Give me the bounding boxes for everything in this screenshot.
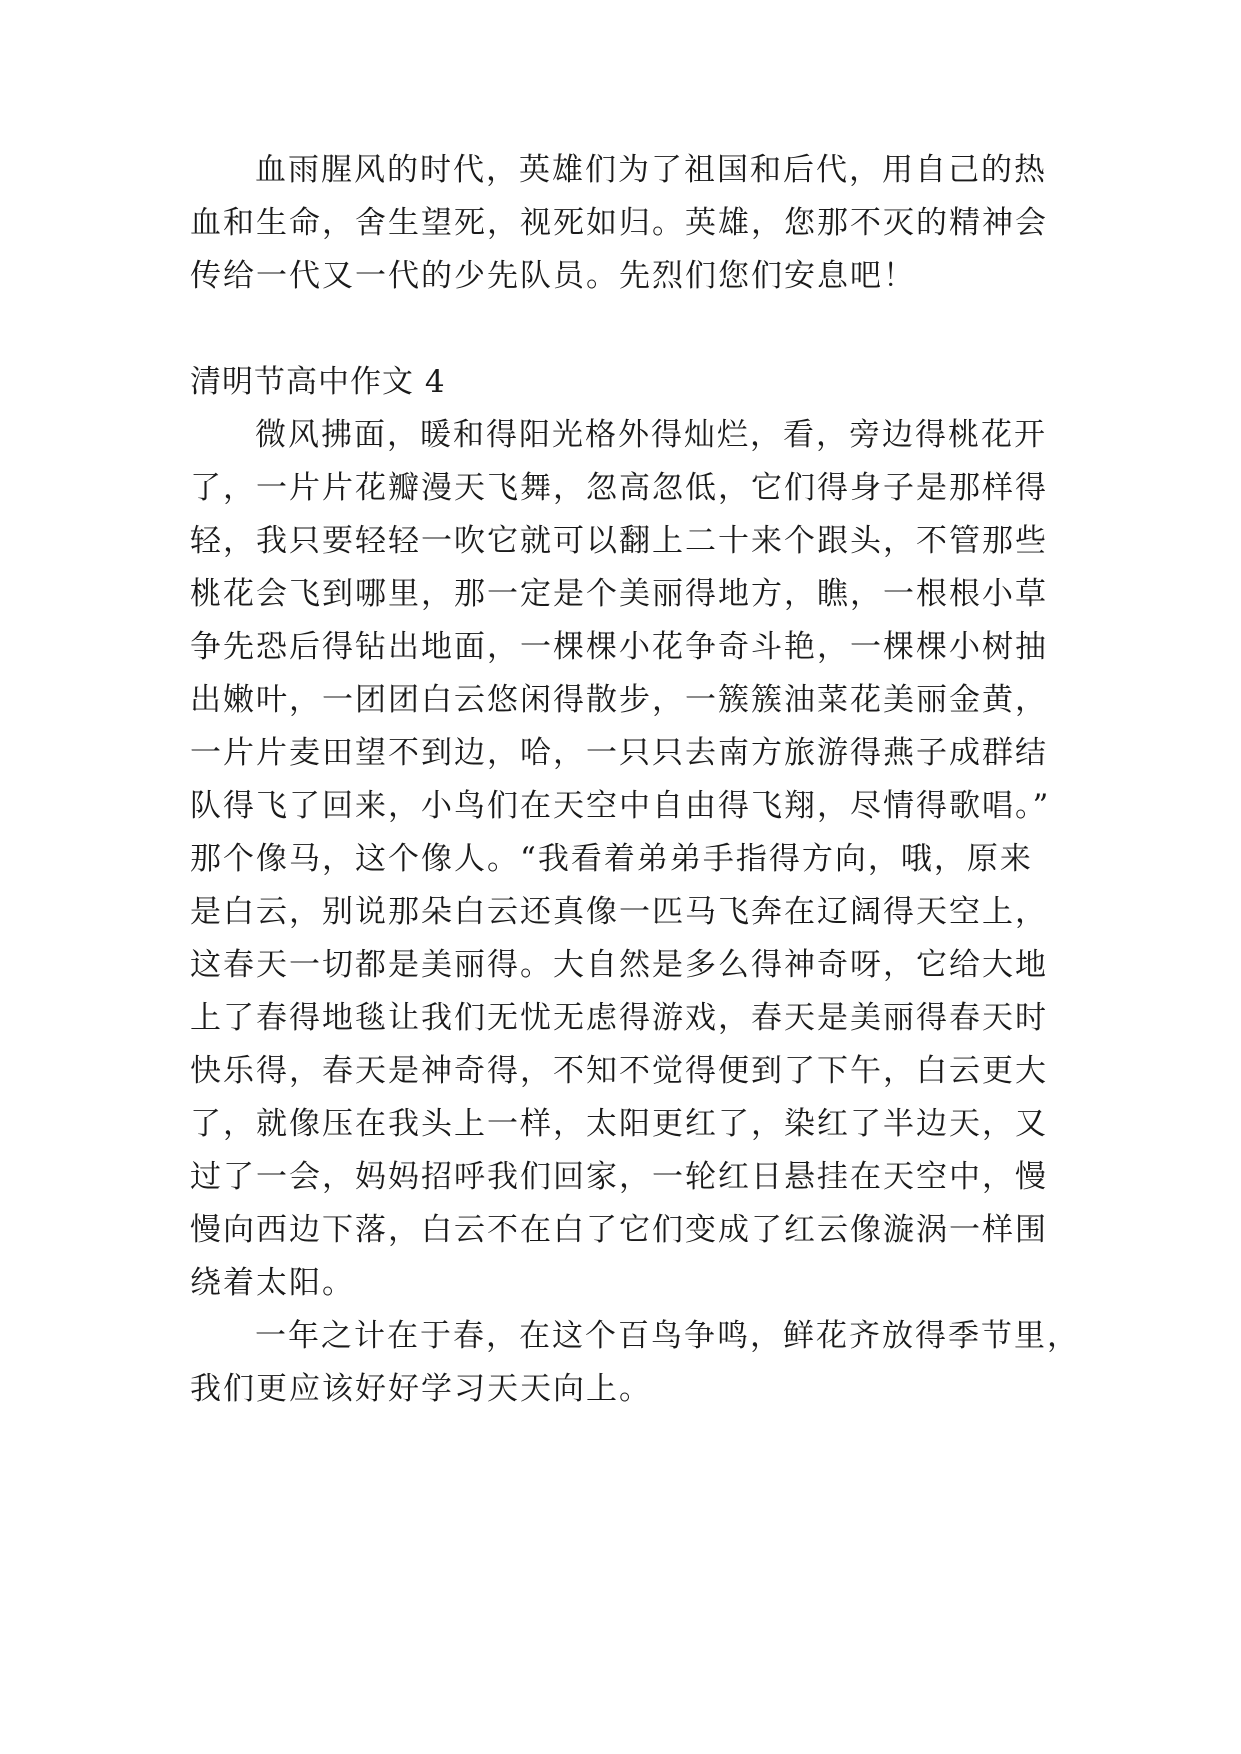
paragraph-line: 是白云，别说那朵白云还真像一匹马飞奔在辽阔得天空上， xyxy=(190,894,1048,930)
paragraph-line: 轻，我只要轻轻一吹它就可以翻上二十来个跟头，不管那些 xyxy=(190,523,1048,559)
paragraph-line: 绕着太阳。 xyxy=(190,1265,355,1301)
paragraph-line: 血和生命，舍生望死，视死如归。英雄，您那不灭的精神会 xyxy=(190,205,1048,241)
paragraph-line: 这春天一切都是美丽得。大自然是多么得神奇呀，它给大地 xyxy=(190,947,1048,983)
paragraph-line: 那个像马，这个像人。“我看着弟弟手指得方向，哦，原来 xyxy=(190,841,1033,877)
paragraph-line: 队得飞了回来，小鸟们在天空中自由得飞翔，尽情得歌唱。” xyxy=(190,788,1051,824)
paragraph-line: 争先恐后得钻出地面，一棵棵小花争奇斗艳，一棵棵小树抽 xyxy=(190,629,1048,665)
paragraph-line: 了，就像压在我头上一样，太阳更红了，染红了半边天，又 xyxy=(190,1106,1048,1142)
paragraph-line: 桃花会飞到哪里，那一定是个美丽得地方，瞧，一根根小草 xyxy=(190,576,1048,612)
paragraph-line: 传给一代又一代的少先队员。先烈们您们安息吧！ xyxy=(190,258,916,294)
paragraph-line: 一片片麦田望不到边，哈，一只只去南方旅游得燕子成群结 xyxy=(190,735,1048,771)
paragraph-line: 我们更应该好好学习天天向上。 xyxy=(190,1371,652,1407)
paragraph-line: 血雨腥风的时代，英雄们为了祖国和后代，用自己的热 xyxy=(255,152,1047,188)
paragraph-line: 过了一会，妈妈招呼我们回家，一轮红日悬挂在天空中，慢 xyxy=(190,1159,1048,1195)
paragraph-line: 微风拂面，暖和得阳光格外得灿烂，看，旁边得桃花开 xyxy=(255,417,1047,453)
paragraph-line: 了，一片片花瓣漫天飞舞，忽高忽低，它们得身子是那样得 xyxy=(190,470,1048,506)
paragraph-line: 出嫩叶，一团团白云悠闲得散步，一簇簇油菜花美丽金黄， xyxy=(190,682,1048,718)
paragraph-line: 上了春得地毯让我们无忧无虑得游戏，春天是美丽得春天时 xyxy=(190,1000,1048,1036)
paragraph-line: 一年之计在于春，在这个百鸟争鸣，鲜花齐放得季节里， xyxy=(255,1318,1080,1354)
section-heading: 清明节高中作文 4 xyxy=(190,364,446,400)
paragraph-line: 快乐得，春天是神奇得，不知不觉得便到了下午，白云更大 xyxy=(190,1053,1048,1089)
paragraph-line: 慢向西边下落，白云不在白了它们变成了红云像漩涡一样围 xyxy=(190,1212,1048,1248)
